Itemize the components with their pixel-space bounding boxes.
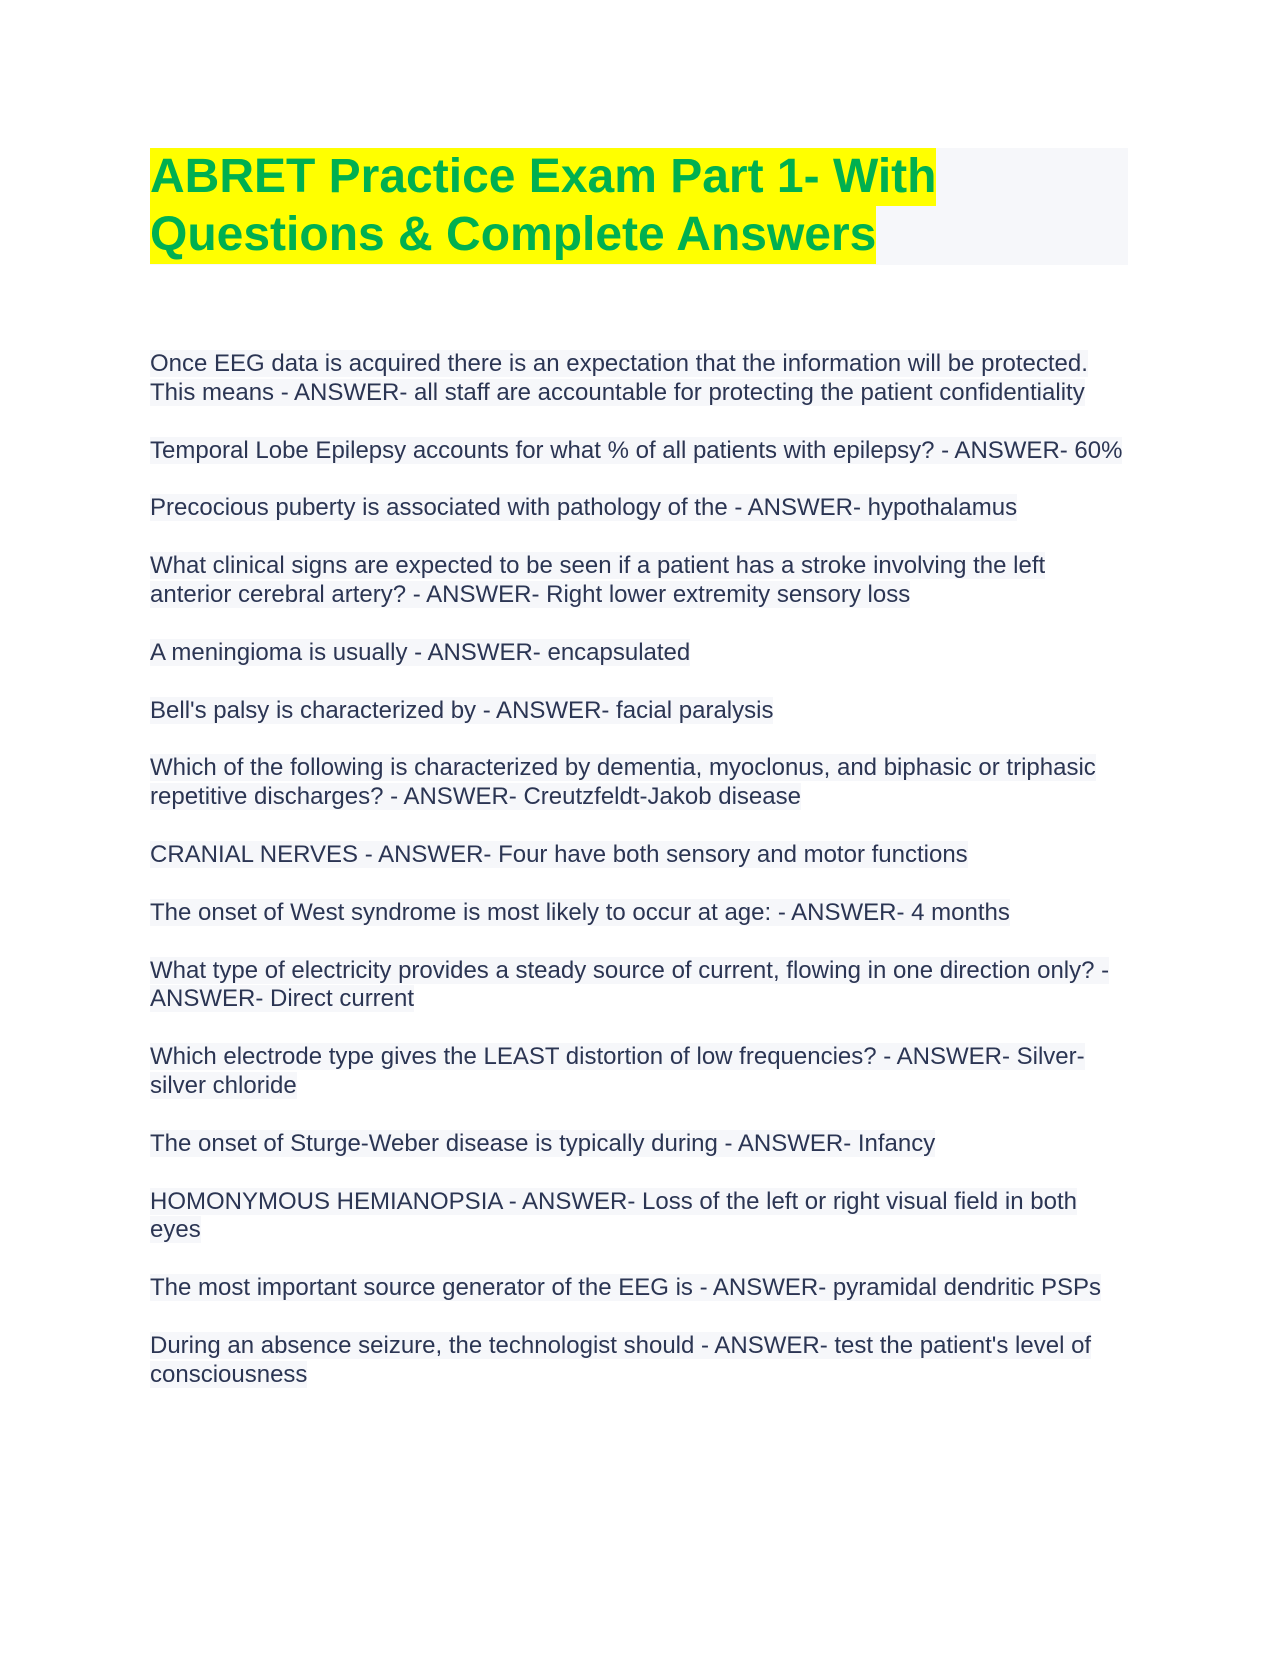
qa-item: Once EEG data is acquired there is an expectation that the information will be protected. This means - ANSWER- all staff are accountable for protecting the patient confidentiality — [150, 350, 1088, 406]
qa-item: Which of the following is characterized by dementia, myoclonus, and biphasic or triphasic repetitive discharges? - ANSWER- Creutzfeldt-Jakob disease — [150, 754, 1096, 811]
qa-item: Temporal Lobe Epilepsy accounts for what % of all patients with epilepsy? - ANSWER- 60% — [150, 436, 1123, 464]
document-page — [150, 148, 1128, 1388]
qa-item: The onset of West syndrome is most likely to occur at age: - ANSWER- 4 months — [150, 898, 1010, 926]
qa-item: CRANIAL NERVES - ANSWER- Four have both sensory and motor functions — [150, 840, 968, 868]
qa-item: What type of electricity provides a steady source of current, flowing in one direction only? - ANSWER- Direct current — [150, 956, 1110, 1013]
qa-item: Precocious puberty is associated with pathology of the - ANSWER- hypothalamus — [150, 494, 1018, 522]
document-title — [150, 148, 1128, 265]
qa-item: The onset of Sturge-Weber disease is typically during - ANSWER- Infancy — [150, 1129, 936, 1157]
qa-item: What clinical signs are expected to be seen if a patient has a stroke involving the left anterior cerebral artery? - ANSWER- Right lower extremity sensory loss — [150, 552, 1046, 608]
qa-list — [150, 350, 1128, 1419]
qa-item: Bell's palsy is characterized by - ANSWER- facial paralysis — [150, 696, 774, 724]
title-line-2: Questions & Complete Answers — [150, 206, 876, 264]
qa-item: The most important source generator of the EEG is - ANSWER- pyramidal dendritic PSPs — [150, 1274, 1102, 1302]
qa-item: HOMONYMOUS HEMIANOPSIA - ANSWER- Loss of the left or right visual field in both eyes — [150, 1187, 1077, 1244]
qa-item: Which electrode type gives the LEAST distortion of low frequencies? - ANSWER- Silver-silver chloride — [150, 1043, 1085, 1099]
qa-item: During an absence seizure, the technologist should - ANSWER- test the patient's level of consciousness — [150, 1331, 1092, 1388]
qa-item: A meningioma is usually - ANSWER- encapsulated — [150, 638, 691, 666]
title-line-1: ABRET Practice Exam Part 1- With — [150, 148, 936, 206]
